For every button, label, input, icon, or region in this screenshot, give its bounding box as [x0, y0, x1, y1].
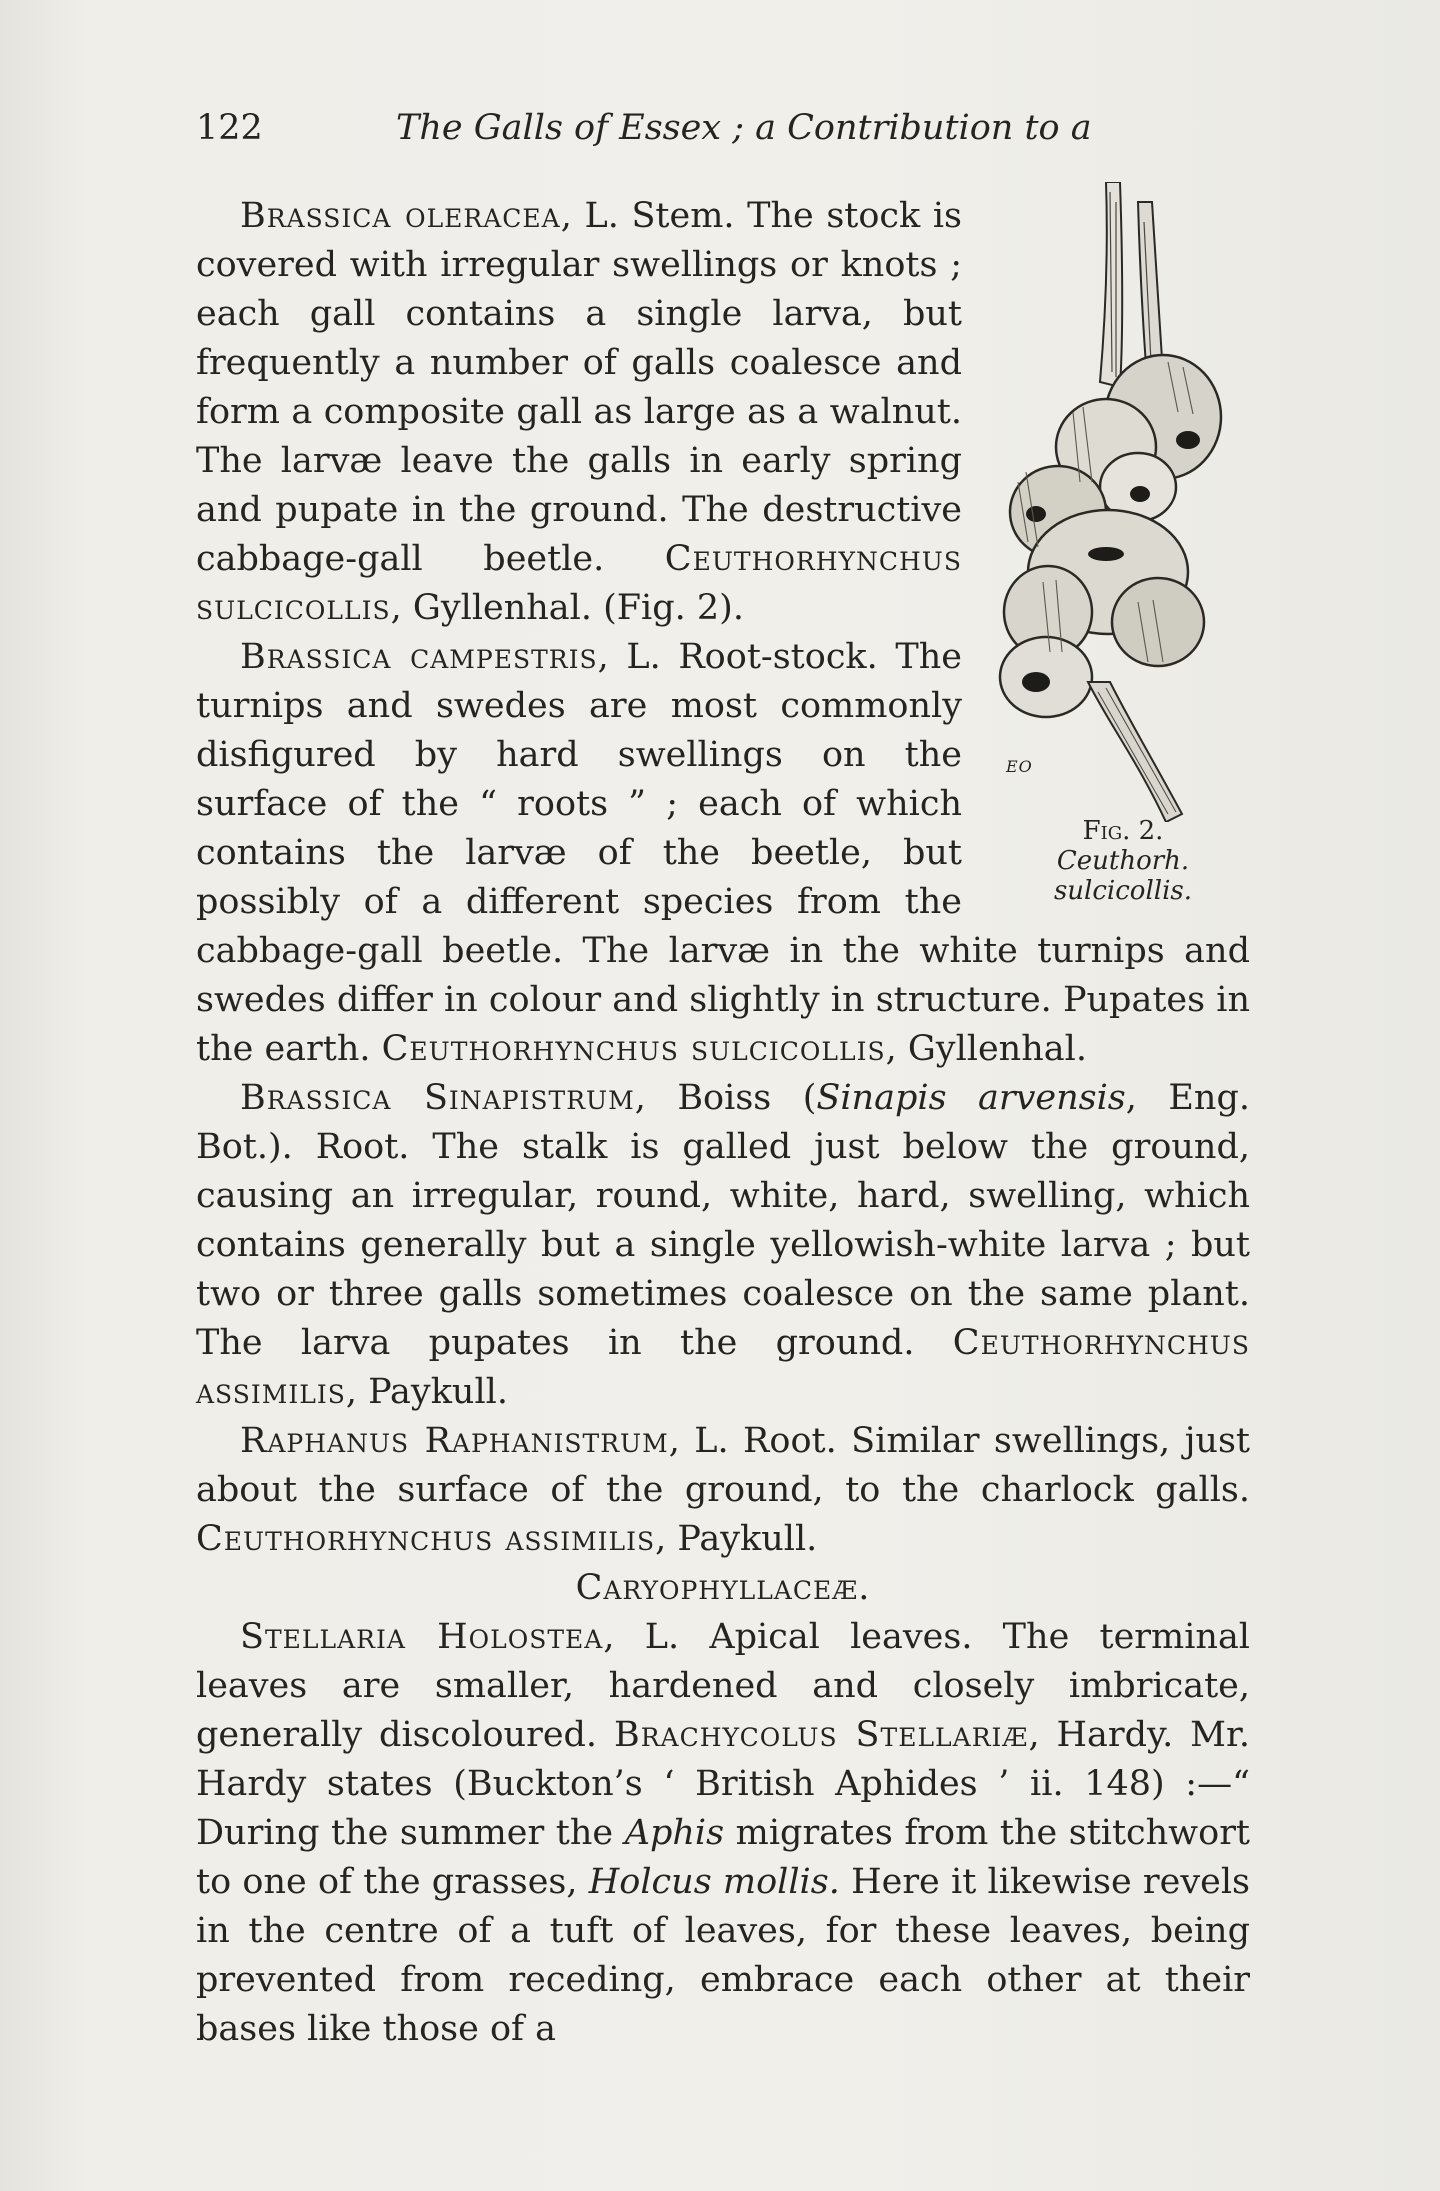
entry-raphanus-raphanistrum: Raphanus Raphanistrum, L. Root. Similar swellings, just about the surface of the ground, to the charlock galls. Ceuthorhynchus assimilis, Paykull. [196, 1421, 1250, 1559]
page-number: 122 [196, 108, 263, 148]
figure-caption: Ceuthorh. sulcicollis. [1053, 846, 1193, 906]
page-header [196, 108, 1256, 158]
gall-illustration [988, 182, 1258, 822]
entry-brassica-campestris: Brassica campestris, L. Root-stock. The turnips and swedes are most commonly disfigured by hard swellings on the surface of the “ roots ” ; each of which contains the larvæ of the beetle, but possibly of a different species from the cabbage-gall beetle. The larvæ in the white turnips and swedes differ in colour and slightly in structure. Pupates in the earth. Ceuthorhynchus sulcicollis, Gyllenhal. [196, 637, 1250, 1069]
engraver-mark: EO [1006, 757, 1033, 776]
entry-stellaria-holostea: Stellaria Holostea, L. Apical leaves. The terminal leaves are smaller, hardened and closely imbricate, generally discoloured. Brachycolus Stellariæ, Hardy. Mr. Hardy states (Buckton’s ‘ British Aphides ’ ii. 148) :—“ During the summer the Aphis migrates from the stitchwort to one of the grasses, Holcus mollis. Here it likewise revels in the centre of a tuft of leaves, for these leaves, being prevented from receding, embrace each other at their bases like those of a [196, 1617, 1251, 2049]
figure-label: Fig. 2. [1082, 816, 1164, 846]
running-title: The Galls of Essex ; a Contribution to a [396, 108, 1092, 148]
entry-brassica-oleracea: Brassica oleracea, L. Stem. The stock is covered with irregular swellings or knots ; each gall contains a single larva, but frequently a number of galls coalesce and form a composite gall as large as a walnut. The larvæ leave the galls in early spring and pupate in the ground. The destructive cabbage-gall beetle. Ceuthorhynchus sulcicollis, Gyllenhal. (Fig. 2). [196, 196, 962, 628]
body-text [196, 192, 1250, 2054]
entry-brassica-sinapistrum: Brassica Sinapistrum, Boiss (Sinapis arvensis, Eng. Bot.). Root. The stalk is galled just below the ground, causing an irregular, round, white, hard, swelling, which contains generally but a single yellowish-white larva ; but two or three galls sometimes coalesce on the same plant. The larva pupates in the ground. Ceuthorhynchus assimilis, Paykull. [196, 1078, 1250, 1412]
figure-2 [988, 182, 1258, 906]
section-heading: Caryophyllaceæ. [575, 1568, 871, 1608]
